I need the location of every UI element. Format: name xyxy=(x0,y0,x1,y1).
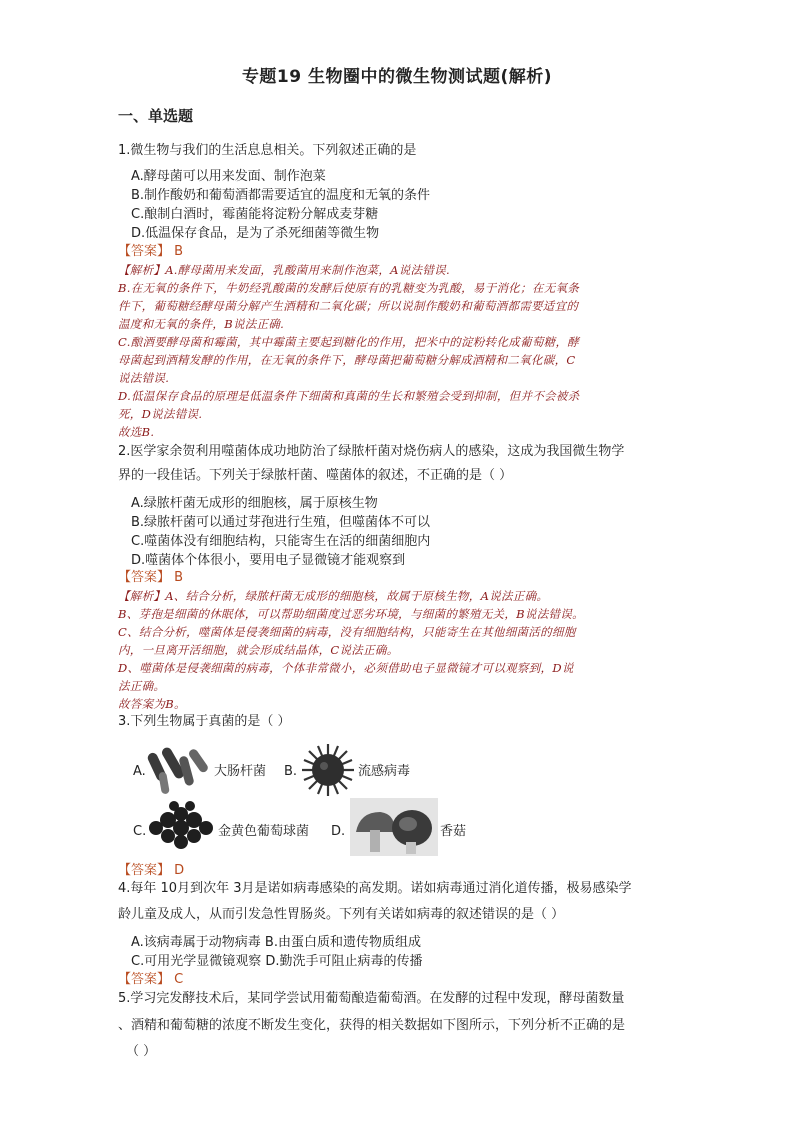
q3-option-c-letter: C. xyxy=(133,824,147,839)
q1-explain-line: 温度和无氧的条件，B说法正确. xyxy=(118,317,285,331)
q2-option-a: A.绿脓杆菌无成形的细胞核，属于原核生物 xyxy=(131,496,378,511)
q2-explain-line: B、芽孢是细菌的休眠体，可以帮助细菌度过恶劣环境，与细菌的繁殖无关，B说法错误。 xyxy=(118,607,584,621)
q1-option-c: C.酿制白酒时，霉菌能将淀粉分解成麦芽糖 xyxy=(131,207,379,222)
q1-explain-line: 母菌起到酒精发酵的作用，在无氧的条件下，酵母菌把葡萄糖分解成酒精和二氧化碳，C xyxy=(118,353,576,367)
q4-options-line: A.该病毒属于动物病毒 B.由蛋白质和遗传物质组成 xyxy=(131,935,421,950)
q1-explain-line: 故选B. xyxy=(118,425,155,439)
q5-stem-line: （ ） xyxy=(126,1044,157,1059)
q3-option-c-label: 金黄色葡萄球菌 xyxy=(218,824,310,839)
q2-explain-line: 法正确。 xyxy=(118,679,166,693)
q1-option-d: D.低温保存食品，是为了杀死细菌等微生物 xyxy=(131,226,380,241)
q2-option-d: D.噬菌体个体很小，要用电子显微镜才能观察到 xyxy=(131,553,406,568)
q3-option-b-letter: B. xyxy=(284,764,298,779)
q2-option-b: B.绿脓杆菌可以通过芽孢进行生殖，但噬菌体不可以 xyxy=(131,515,431,530)
staphylococcus-image xyxy=(146,800,216,852)
q1-answer: 【答案】 B xyxy=(118,244,184,259)
q1-explain-line: 件下，葡萄糖经酵母菌分解产生酒精和二氧化碳；所以说制作酸奶和葡萄酒都需要适宜的 xyxy=(118,299,579,313)
page-title: 专题19 生物圈中的微生物测试题(解析) xyxy=(241,67,553,87)
q1-explain-line: 说法错误. xyxy=(118,371,170,385)
mushroom-image xyxy=(350,798,438,856)
q3-stem: 3.下列生物属于真菌的是（ ） xyxy=(118,714,291,729)
section-heading: 一、单选题 xyxy=(118,107,194,125)
q1-explain-line: D.低温保存食品的原理是低温条件下细菌和真菌的生长和繁殖会受到抑制，但并不会被杀 xyxy=(118,389,580,403)
q4-options-line: C.可用光学显微镜观察 D.勤洗手可阻止病毒的传播 xyxy=(131,954,423,969)
q2-explain-line: 【解析】A、结合分析，绿脓杆菌无成形的细胞核，故属于原核生物，A说法正确。 xyxy=(118,589,549,603)
q1-explain-line: C.酿酒要酵母菌和霉菌，其中霉菌主要起到糖化的作用，把米中的淀粉转化成葡萄糖，酵 xyxy=(118,335,580,349)
q4-stem-line: 4.每年 10月到次年 3月是诺如病毒感染的高发期。诺如病毒通过消化道传播，极易感染学 xyxy=(118,881,632,896)
bacteria-rods-image xyxy=(146,742,212,800)
q3-answer: 【答案】 D xyxy=(118,863,185,878)
q2-explain-line: D、噬菌体是侵袭细菌的病毒，个体非常微小，必须借助电子显微镜才可以观察到，D说 xyxy=(118,661,574,675)
q1-explain-line: B.在无氧的条件下，牛奶经乳酸菌的发酵后使原有的乳糖变为乳酸，易于消化；在无氧条 xyxy=(118,281,580,295)
q1-explain-line: 死，D说法错误. xyxy=(118,407,203,421)
q3-option-d-letter: D. xyxy=(331,824,346,839)
q1-option-a: A.酵母菌可以用来发面、制作泡菜 xyxy=(131,169,326,184)
q2-explain-line: 故答案为B。 xyxy=(118,697,186,711)
virus-image xyxy=(298,740,358,800)
q1-option-b: B.制作酸奶和葡萄酒都需要适宜的温度和无氧的条件 xyxy=(131,188,431,203)
q3-option-b-label: 流感病毒 xyxy=(358,764,411,779)
q3-option-a-label: 大肠杆菌 xyxy=(214,764,267,779)
q3-option-d-label: 香菇 xyxy=(440,824,467,839)
q4-stem-line: 龄儿童及成人，从而引发急性胃肠炎。下列有关诺如病毒的叙述错误的是（ ） xyxy=(118,907,565,922)
q2-stem-line: 2.医学家余贺利用噬菌体成功地防治了绿脓杆菌对烧伤病人的感染，这成为我国微生物学 xyxy=(118,444,625,459)
q2-explain-line: C、结合分析，噬菌体是侵袭细菌的病毒，没有细胞结构，只能寄生在其他细菌活的细胞 xyxy=(118,625,576,639)
q2-stem-line: 界的一段佳话。下列关于绿脓杆菌、噬菌体的叙述，不正确的是（ ） xyxy=(118,468,513,483)
q3-option-a-letter: A. xyxy=(133,764,146,779)
q2-answer: 【答案】 B xyxy=(118,570,184,585)
q4-answer: 【答案】 C xyxy=(118,972,184,987)
q2-explain-line: 内，一旦离开活细胞，就会形成结晶体，C说法正确。 xyxy=(118,643,399,657)
q1-explain-line: 【解析】A.酵母菌用来发面，乳酸菌用来制作泡菜，A说法错误. xyxy=(118,263,450,277)
q5-stem-line: 、酒精和葡萄糖的浓度不断发生变化，获得的相关数据如下图所示，下列分析不正确的是 xyxy=(118,1018,626,1033)
q1-stem: 1.微生物与我们的生活息息相关。下列叙述正确的是 xyxy=(118,143,417,158)
q5-stem-line: 5.学习完发酵技术后，某同学尝试用葡萄酿造葡萄酒。在发酵的过程中发现，酵母菌数量 xyxy=(118,991,625,1006)
q2-option-c: C.噬菌体没有细胞结构，只能寄生在活的细菌细胞内 xyxy=(131,534,431,549)
